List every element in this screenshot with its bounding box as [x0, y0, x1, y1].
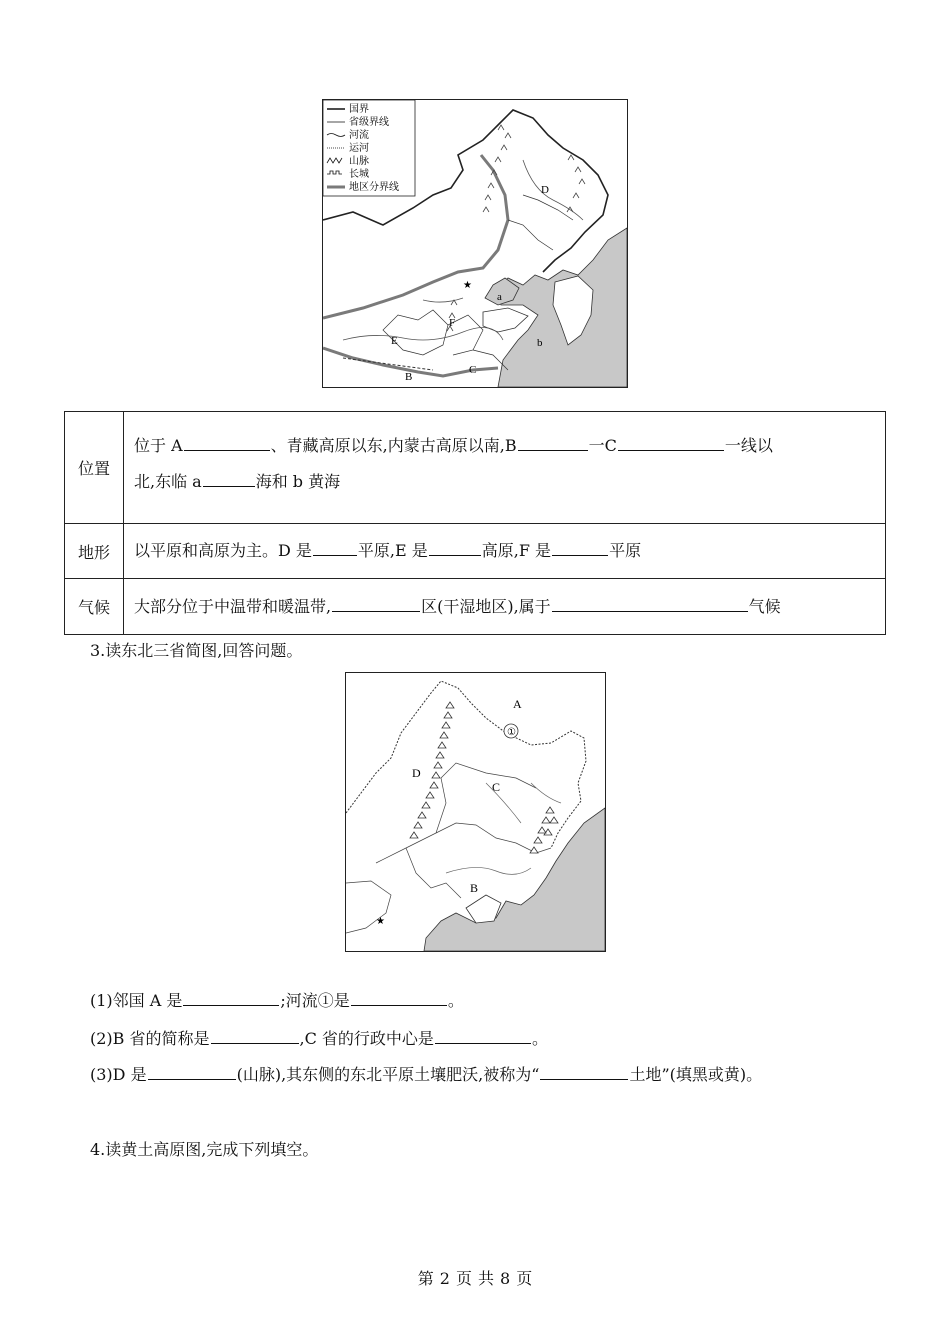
legend-mountain: 山脉	[349, 156, 369, 167]
legend-river: 河流	[349, 130, 369, 141]
blank-E-plateau[interactable]	[429, 541, 481, 556]
northeast-map	[345, 672, 606, 952]
footer-text: 共	[478, 1269, 495, 1288]
q3-item-3	[90, 1062, 762, 1085]
text: 。	[531, 1029, 548, 1048]
text: 区(干湿地区),属于	[421, 596, 551, 616]
text: 平原,E 是	[357, 541, 428, 560]
text: (2)B 省的简称是	[90, 1029, 210, 1048]
map1-label-C: C	[469, 364, 477, 376]
blank-climate[interactable]	[552, 597, 748, 612]
text: 土地”(填黑或黄)。	[629, 1065, 763, 1084]
text: 、青藏高原以东,内蒙古高原以南,B	[270, 436, 517, 455]
blank-neighbor-country[interactable]	[183, 991, 279, 1006]
sea-area	[424, 808, 605, 951]
table-row	[65, 524, 886, 579]
table-row	[65, 579, 886, 635]
north-region-map-svg	[323, 100, 627, 387]
row-header-climate: 气候	[65, 579, 124, 635]
text: ;河流①是	[280, 991, 350, 1010]
blank-river[interactable]	[351, 991, 447, 1006]
legend-provincial-line: 省级界线	[349, 117, 389, 128]
blank-mountain[interactable]	[148, 1065, 236, 1080]
map2-label-C: C	[492, 780, 501, 794]
text: 高原,F 是	[481, 541, 552, 560]
q3-item-1	[90, 988, 464, 1011]
text: (3)D 是	[90, 1065, 147, 1084]
text: 一C	[588, 436, 617, 455]
map1-label-b: b	[537, 337, 543, 349]
footer-text: 第	[417, 1269, 434, 1288]
blank-B[interactable]	[518, 436, 588, 451]
blank-A[interactable]	[184, 436, 270, 451]
text: ,C 省的行政中心是	[299, 1029, 434, 1048]
q3-item-2	[90, 1026, 548, 1049]
text: 以平原和高原为主。D 是	[134, 541, 312, 560]
row-content-terrain	[124, 524, 886, 579]
blank-province-abbr[interactable]	[211, 1029, 299, 1044]
text: 一线以	[724, 436, 773, 455]
q3-title: 3.读东北三省简图,回答问题。	[90, 641, 303, 660]
table-row	[65, 412, 886, 524]
north-region-map	[322, 99, 628, 388]
map1-label-D: D	[541, 184, 549, 196]
legend-region-boundary: 地区分界线	[349, 182, 399, 193]
row-content-location	[124, 412, 886, 524]
footer-text: 页	[455, 1269, 472, 1288]
text: (山脉),其东侧的东北平原土壤肥沃,被称为“	[236, 1065, 540, 1084]
page-number: 2	[439, 1269, 450, 1288]
rivers	[446, 783, 561, 874]
legend-great-wall: 长城	[349, 169, 369, 180]
northeast-map-svg	[346, 673, 605, 951]
row-content-climate	[124, 579, 886, 635]
blank-D-plain[interactable]	[313, 541, 357, 556]
text: 平原	[609, 541, 642, 560]
text: 。	[447, 991, 464, 1010]
text: 北,东临 a	[134, 472, 202, 491]
blank-C[interactable]	[618, 436, 724, 451]
text: (1)邻国 A 是	[90, 991, 183, 1010]
text: 位于 A	[134, 436, 183, 455]
map1-label-a: a	[497, 291, 502, 303]
blank-dry-wet[interactable]	[332, 597, 420, 612]
legend-national-border: 国界	[349, 104, 369, 115]
map1-label-F: F	[449, 317, 456, 329]
page-total: 8	[500, 1269, 511, 1288]
legend-canal: 运河	[349, 143, 369, 154]
map2-label-B: B	[470, 881, 479, 895]
row-header-terrain: 地形	[65, 524, 124, 579]
map2-label-circle: ①	[507, 727, 516, 738]
row-header-location: 位置	[65, 412, 124, 524]
text: 大部分位于中温带和暖温带,	[134, 596, 332, 616]
blank-a-sea[interactable]	[203, 472, 255, 487]
capital-star: ★	[376, 916, 385, 927]
map2-label-A: A	[513, 697, 522, 711]
capital-star: ★	[463, 280, 472, 291]
map1-label-E: E	[391, 335, 398, 347]
map1-label-B: B	[405, 371, 413, 383]
blank-capital[interactable]	[435, 1029, 531, 1044]
page-footer	[0, 1266, 950, 1289]
text: 气候	[748, 596, 781, 616]
text: 海和 b 黄海	[255, 472, 341, 491]
map2-label-D: D	[412, 766, 421, 780]
footer-text: 页	[516, 1269, 533, 1288]
blank-F-plain[interactable]	[552, 541, 608, 556]
q4-title: 4.读黄土高原图,完成下列填空。	[90, 1140, 319, 1159]
blank-soil-color[interactable]	[540, 1065, 628, 1080]
region-info-table	[64, 411, 886, 635]
